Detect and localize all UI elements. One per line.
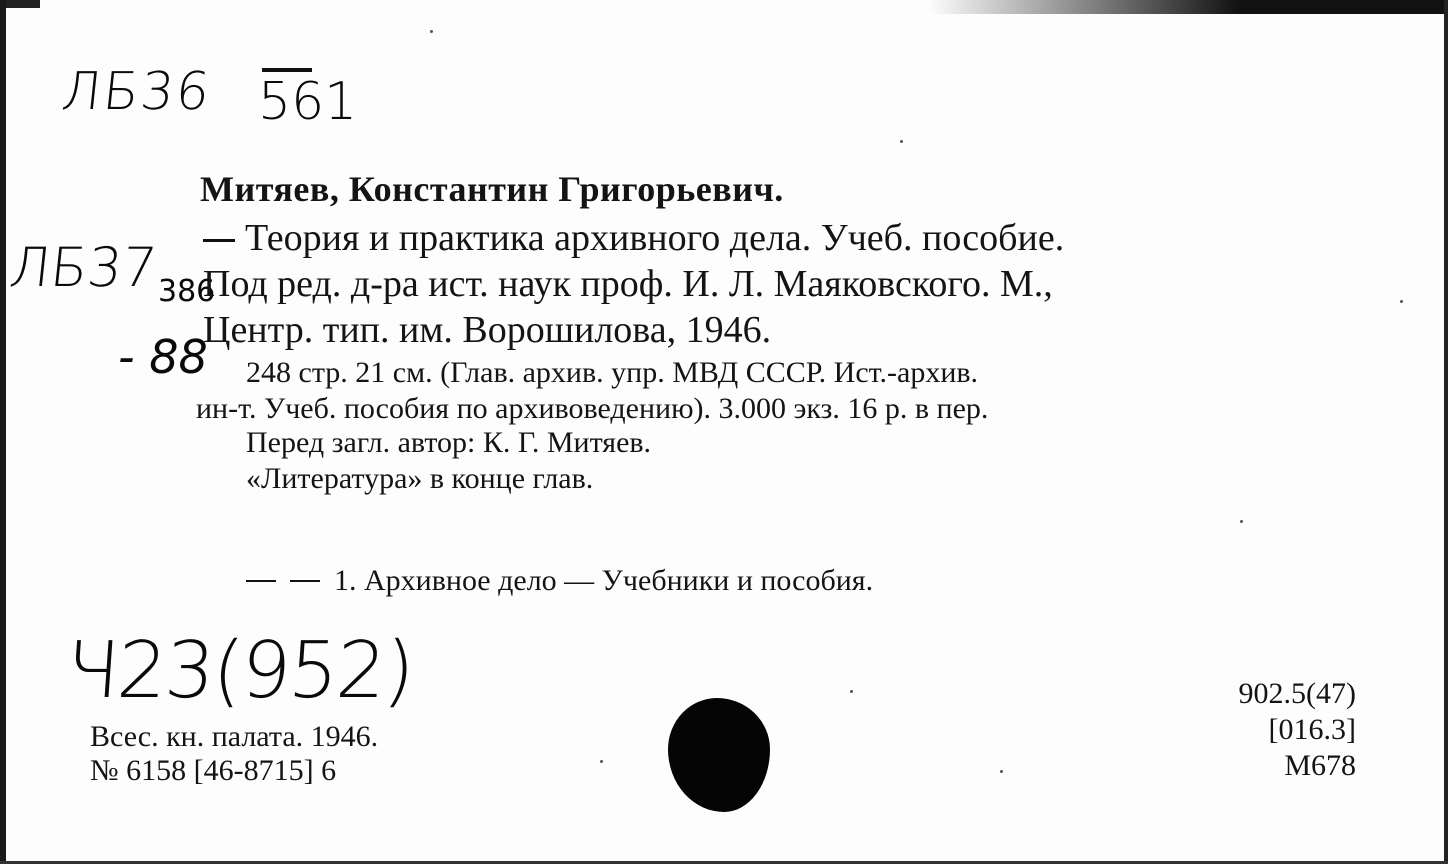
handwritten-classification: Ч23(952) bbox=[62, 626, 416, 716]
subject-text: 1. Архивное дело — Учебники и пособия. bbox=[334, 564, 874, 597]
physical-description-1: 248 стр. 21 см. (Глав. архив. упр. МВД СССР. Ист.-архив. bbox=[246, 356, 979, 389]
scan-speck bbox=[430, 30, 433, 33]
publisher-line: Всес. кн. палата. 1946. bbox=[90, 720, 379, 753]
handwritten-small-number: 386 bbox=[158, 274, 216, 309]
note-author: Перед загл. автор: К. Г. Митяев. bbox=[246, 426, 652, 459]
scan-speck bbox=[850, 690, 853, 693]
scan-edge bbox=[1444, 0, 1448, 864]
punch-hole bbox=[668, 698, 770, 812]
scan-speck bbox=[1400, 300, 1403, 303]
repeat-dash bbox=[246, 580, 276, 582]
scan-edge bbox=[0, 0, 40, 8]
author-heading: Митяев, Константин Григорьевич. bbox=[200, 169, 784, 209]
note-literature: «Литература» в конце глав. bbox=[246, 462, 594, 495]
handwritten-shelfmark-top: ЛБ36 bbox=[58, 62, 215, 122]
handwritten-shelfmark-left: ЛБ37 bbox=[6, 236, 160, 299]
title-line-1 bbox=[203, 216, 1353, 260]
title-line-2: Под ред. д-ра ист. наук проф. И. Л. Маяковского. М., bbox=[203, 263, 1053, 305]
title-text-1: Теория и практика архивного дела. Учеб. пособие. bbox=[245, 217, 1065, 259]
scan-edge bbox=[928, 0, 1448, 14]
scan-speck bbox=[1240, 520, 1243, 523]
physical-description-2: ин-т. Учеб. пособия по архивоведению). 3.000 экз. 16 р. в пер. bbox=[196, 392, 989, 425]
classification-bracket: [016.3] bbox=[1268, 713, 1356, 746]
scan-speck bbox=[900, 140, 903, 143]
scan-speck bbox=[1000, 770, 1003, 773]
handwritten-range: - 88 bbox=[118, 330, 208, 384]
author-mark: М678 bbox=[1284, 749, 1356, 782]
scan-edge bbox=[0, 0, 6, 864]
repeat-dash bbox=[290, 580, 320, 582]
title-line-3: Центр. тип. им. Ворошилова, 1946. bbox=[203, 309, 772, 351]
subject-entry bbox=[246, 564, 873, 598]
repeat-dash bbox=[203, 239, 235, 242]
handwritten-fraction: 561 bbox=[258, 72, 358, 132]
classification-udc: 902.5(47) bbox=[1238, 677, 1356, 710]
registration-number: № 6158 [46-8715] 6 bbox=[90, 754, 337, 787]
classification-block bbox=[1239, 676, 1356, 784]
scan-speck bbox=[600, 760, 603, 763]
